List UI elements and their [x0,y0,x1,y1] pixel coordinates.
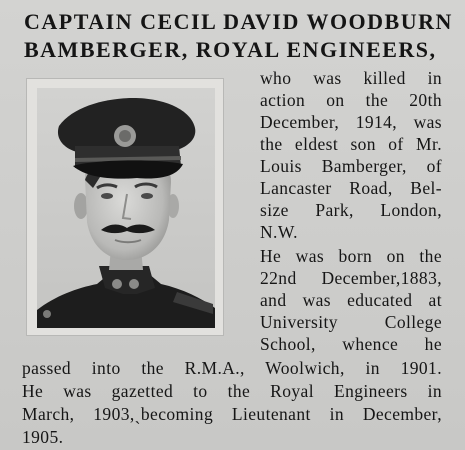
body-line: March, 1903,ˏbecoming Lieutenant in December, [22,404,442,424]
body-line: the eldest son of Mr. [260,134,442,154]
body-line: action on the 20th [260,90,442,110]
body-line: 22nd December,1883, [260,268,442,288]
body-line: Lancaster Road, Bel- [260,178,442,198]
body-line: School, whence he [260,334,442,354]
portrait-photo [37,88,215,328]
body-line: who was killed in [260,68,442,88]
body-line: December, 1914, was [260,112,442,132]
body-line: and was educated at [260,290,442,310]
body-line: N.W. [260,222,298,242]
body-line: 1905. [22,427,64,447]
portrait-illustration [37,88,215,328]
body-line: passed into the R.M.A., Woolwich, in 1901. [22,358,442,378]
body-line: University College [260,312,442,332]
heading-line-1: CAPTAIN CECIL DAVID WOODBURN [24,9,453,34]
body-line: Louis Bamberger, of [260,156,442,176]
body-line: He was born on the [260,246,442,266]
body-line: He was gazetted to the Royal Engineers in [22,381,442,401]
body-line: size Park, London, [260,200,442,220]
portrait-frame [26,78,224,336]
heading-line-2: BAMBERGER, ROYAL ENGINEERS, [24,37,437,62]
